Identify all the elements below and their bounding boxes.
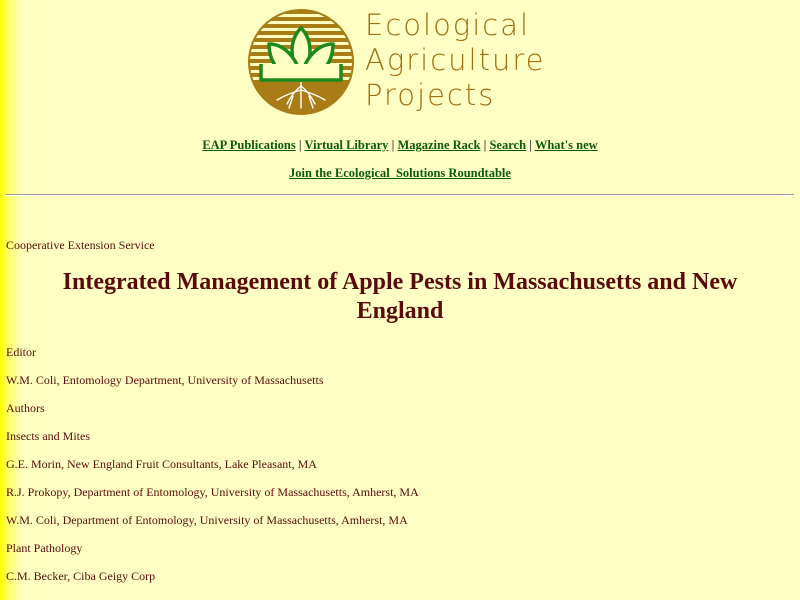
credit-line: C.M. Becker, Ciba Geigy Corp [6,569,156,583]
nav-magazine-rack[interactable]: Magazine Rack [397,138,481,152]
nav-search[interactable]: Search [489,138,527,152]
credit-line: W.M. Coli, Entomology Department, University of Massachusetts [6,373,324,387]
credit-heading: Editor [6,345,36,359]
credit-line: W.M. Coli, Department of Entomology, University of Massachusetts, Amherst, MA [6,513,408,527]
credit-heading: Authors [6,401,45,415]
page-title: Integrated Management of Apple Pests in Massachusetts and New England [62,269,738,324]
credit-heading: Insects and Mites [6,429,90,443]
logo-word: Agriculture [365,43,546,77]
nav-separator: | [529,138,532,152]
eap-emblem-icon [247,8,355,116]
horizontal-divider [6,194,794,196]
top-nav [0,138,800,153]
service-line: Cooperative Extension Service [6,238,155,252]
nav-separator: | [298,138,302,152]
roundtable-nav [0,166,800,181]
roundtable-link[interactable]: Join the Ecological Solutions Roundtable [289,166,511,180]
logo-word: Projects [365,78,496,112]
eap-wordmark [365,8,565,113]
nav-whats-new[interactable]: What's new [534,138,598,152]
nav-virtual-library[interactable]: Virtual Library [304,138,389,152]
nav-eap-publications[interactable]: EAP Publications [202,138,296,152]
eap-logo[interactable] [247,8,557,123]
credit-heading: Plant Pathology [6,541,83,555]
logo-word: Ecological [365,8,531,42]
credit-line: R.J. Prokopy, Department of Entomology, University of Massachusetts, Amherst, MA [6,485,419,499]
nav-separator: | [483,138,487,152]
nav-separator: | [391,138,395,152]
credit-line: G.E. Morin, New England Fruit Consultants, Lake Pleasant, MA [6,457,317,471]
